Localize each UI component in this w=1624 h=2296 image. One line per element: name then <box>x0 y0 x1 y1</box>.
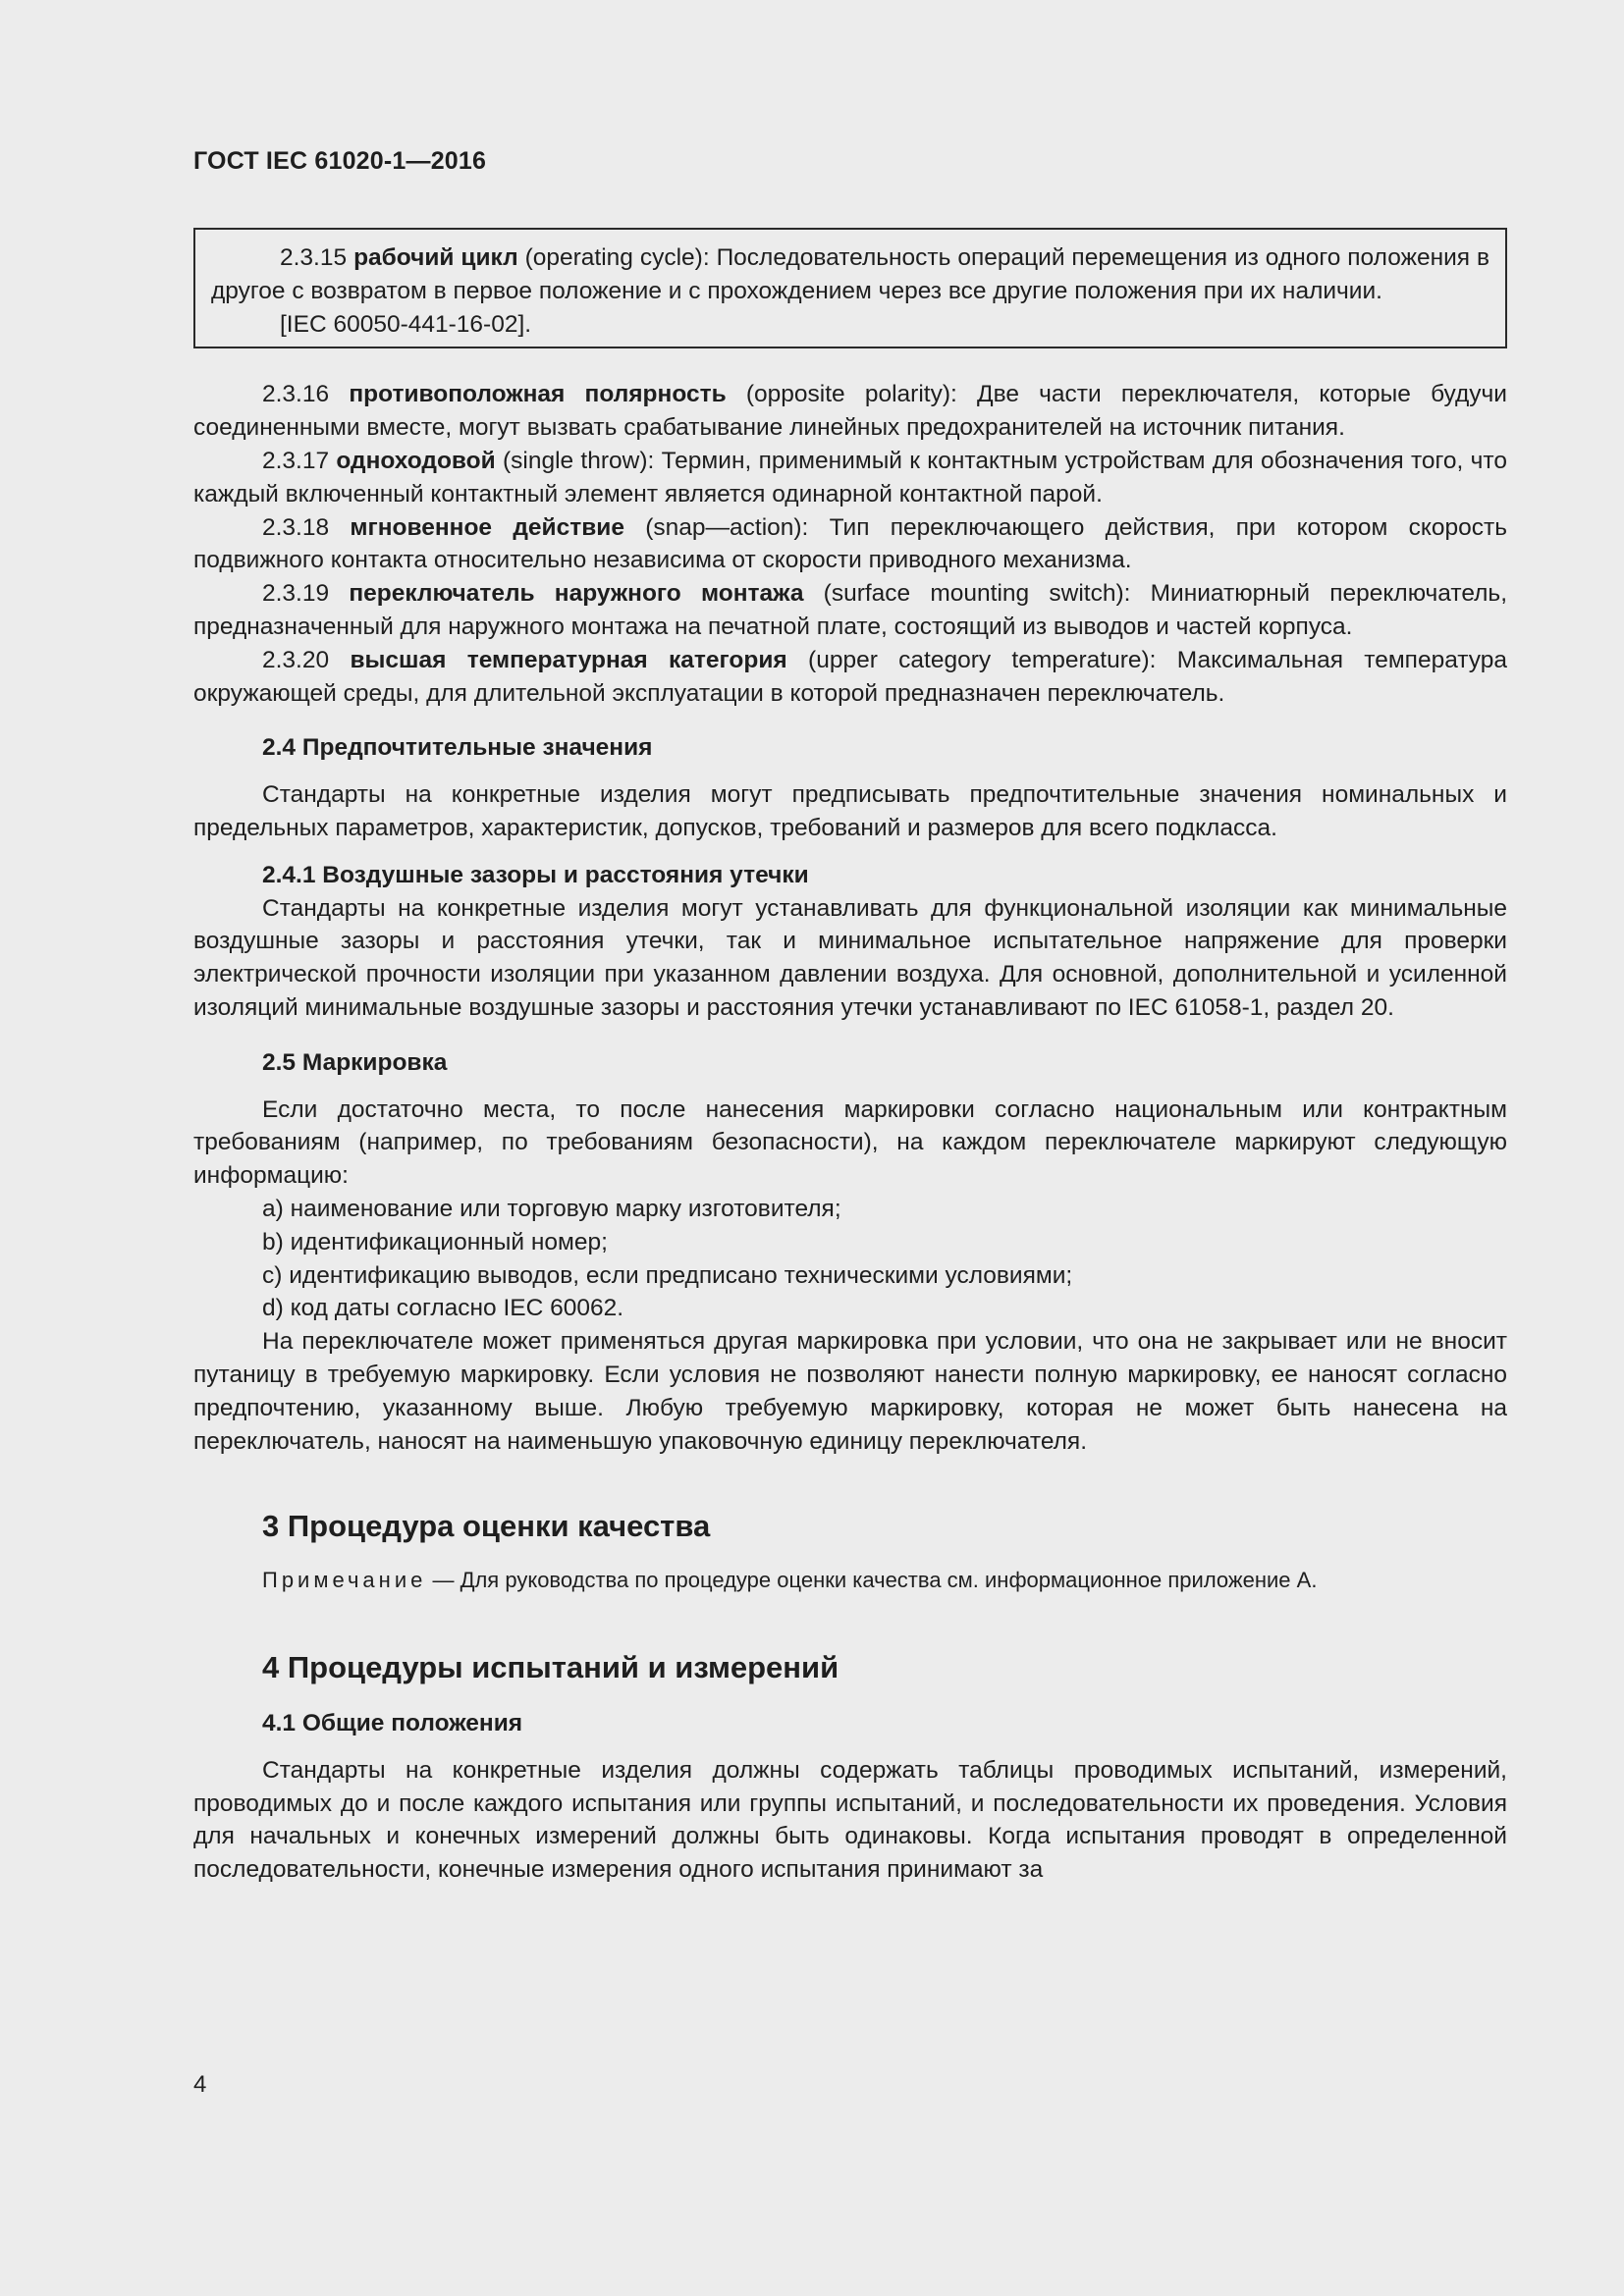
definition-reference: [IEC 60050-441-16-02]. <box>280 310 532 338</box>
list-item: a) наименование или торговую марку изготовителя; <box>262 1195 841 1222</box>
definition-term: переключатель наружного монтажа <box>349 580 804 608</box>
definition-term: одноходовой <box>336 447 496 474</box>
chapter-heading-3: 3 Процедура оценки качества <box>262 1509 711 1544</box>
page-header: ГОСТ IEC 61020-1—2016 <box>193 147 487 175</box>
definition-2-3-19 <box>193 577 1507 644</box>
definition-2-3-17 <box>193 445 1507 511</box>
section-heading-2-4: 2.4 Предпочтительные значения <box>262 734 653 762</box>
section-2-5-outro: На переключателе может применяться другая маркировка при условии, что она не закрывает или не вносит путаницу в требуемую маркировку. Если условия не позволяют нанести полную маркировку, ее наносят согласно предпочтению, указанному выше. Любую требуемую маркировку, которая не может быть нанесена на переключатель, наносят на наименьшую упаковочную единицу переключателя. <box>193 1328 1507 1455</box>
definition-text: (opposite polarity): Две части переключателя, которые будучи соединенными вместе, могут вызвать срабатывание линейных предохранителей на источник питания. <box>193 381 1507 442</box>
section-4-1-text: Стандарты на конкретные изделия должны содержать таблицы проводимых испытаний, измерений, проводимых до и после каждого испытания или группы испытаний, и последовательности их проведения. Условия для начальных и конечных измерений должны быть одинаковы. Когда испытания проводят в определенной последовательности, конечные измерения одного испытания принимают за <box>193 1756 1507 1884</box>
section-heading-4-1: 4.1 Общие положения <box>262 1710 523 1737</box>
page-number: 4 <box>193 2071 207 2098</box>
definition-term: противоположная полярность <box>349 381 727 408</box>
section-2-4-1-text: Стандарты на конкретные изделия могут устанавливать для функциональной изоляции как минимальные воздушные зазоры и расстояния утечки, так и минимальное испытательное напряжение для проверки электрической прочности изоляции при указанном давлении воздуха. Для основной, дополнительной и усиленной изоляций минимальные воздушные зазоры и расстояния утечки устанавливают по IEC 61058-1, раздел 20. <box>193 894 1507 1021</box>
page-content <box>193 228 1507 1887</box>
definition-number: 2.3.15 <box>280 244 348 271</box>
definition-2-3-15 <box>211 241 1489 308</box>
definition-2-3-16 <box>193 378 1507 445</box>
section-heading-2-4-1: 2.4.1 Воздушные зазоры и расстояния утечки <box>262 861 809 888</box>
boxed-definition <box>193 228 1507 348</box>
definition-number: 2.3.20 <box>262 646 330 673</box>
list-item: c) идентификацию выводов, если предписано техническими условиями; <box>262 1261 1073 1289</box>
definition-number: 2.3.19 <box>262 580 330 608</box>
definition-number: 2.3.16 <box>262 381 330 408</box>
list-item: d) код даты согласно IEC 60062. <box>262 1295 624 1322</box>
chapter-heading-4: 4 Процедуры испытаний и измерений <box>262 1650 839 1685</box>
definition-term: мгновенное действие <box>350 513 624 541</box>
definition-text: (single throw): Термин, применимый к контактным устройствам для обозначения того, что каждый включенный контактный элемент является одинарной контактной парой. <box>193 447 1507 507</box>
section-heading-2-5: 2.5 Маркировка <box>262 1048 448 1076</box>
definition-term: высшая температурная категория <box>350 646 787 673</box>
definition-term: рабочий цикл <box>353 244 518 271</box>
definition-text: (operating cycle): Последовательность операций перемещения из одного положения в другое с возвратом в первое положение и с прохождением через все другие положения при их наличии. <box>211 244 1490 304</box>
list-item: b) идентификационный номер; <box>262 1228 608 1255</box>
definition-2-3-18 <box>193 511 1507 578</box>
definition-number: 2.3.18 <box>262 513 330 541</box>
section-2-5-intro: Если достаточно места, то после нанесения маркировки согласно национальным или контрактным требованиям (например, по требованиям безопасности), на каждом переключателе маркируют следующую информацию: <box>193 1095 1507 1190</box>
definition-2-3-20 <box>193 644 1507 711</box>
definition-number: 2.3.17 <box>262 447 330 474</box>
section-2-4-text: Стандарты на конкретные изделия могут предписывать предпочтительные значения номинальных и предельных параметров, характеристик, допусков, требований и размеров для всего подкласса. <box>193 781 1507 841</box>
note-text: — Для руководства по процедуре оценки качества см. информационное приложение А. <box>426 1568 1318 1593</box>
definition-text: (snap—action): Тип переключающего действия, при котором скорость подвижного контакта относительно независима от скорости приводного механизма. <box>193 513 1507 574</box>
note-label: Примечание <box>262 1568 427 1593</box>
definition-text: (upper category temperature): Максимальная температура окружающей среды, для длительной эксплуатации в которой предназначен переключатель. <box>193 646 1508 707</box>
definition-text: (surface mounting switch): Миниатюрный переключатель, предназначенный для наружного монтажа на печатной плате, состоящий из выводов и частей корпуса. <box>193 580 1508 640</box>
note <box>193 1564 1507 1597</box>
